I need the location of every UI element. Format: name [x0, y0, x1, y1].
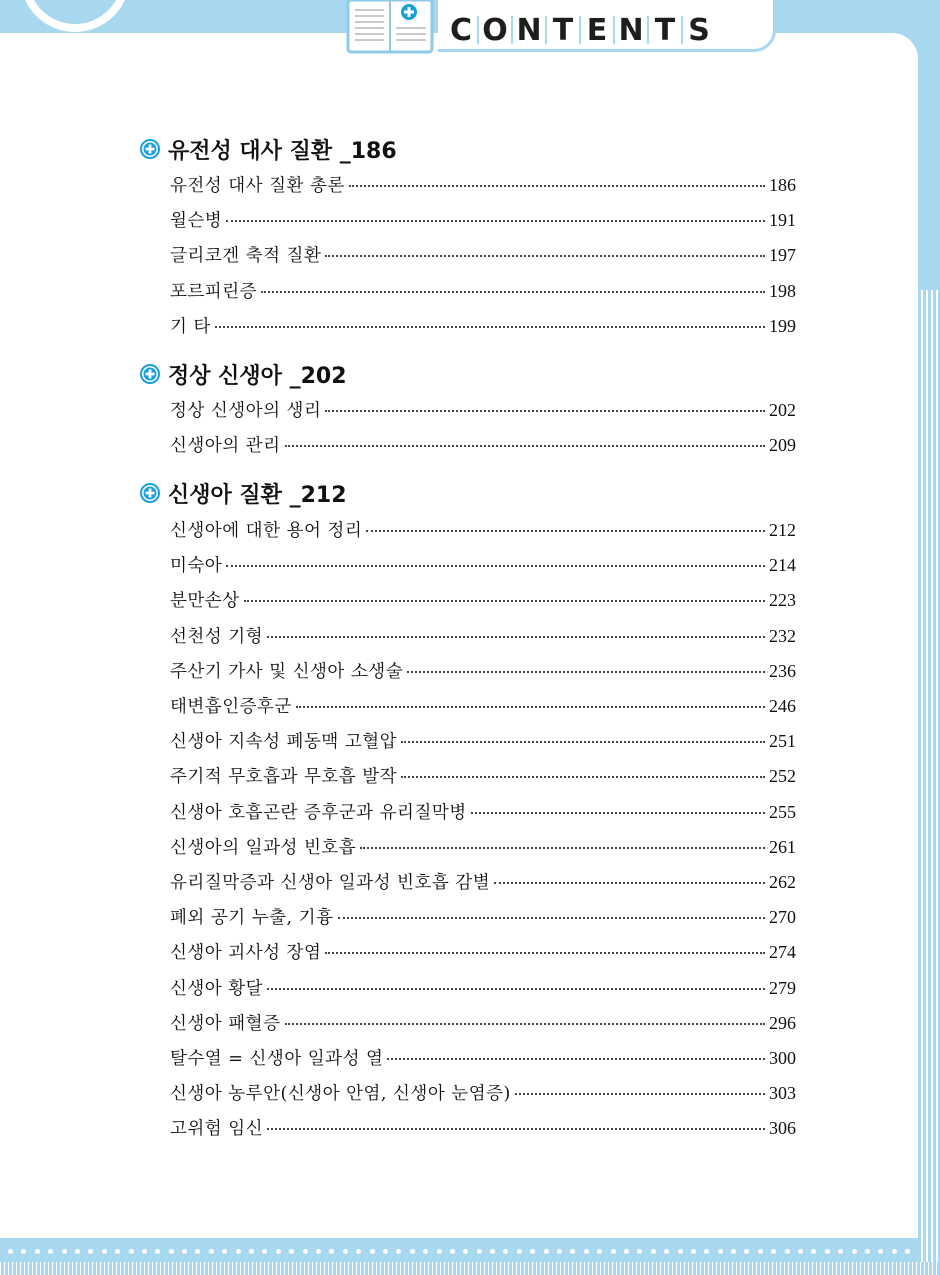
toc-entry-page: 261 — [769, 836, 796, 857]
footer-dot — [771, 1249, 776, 1254]
section-title-label: 신생아 질환 _212 — [168, 482, 347, 508]
footer-dot — [437, 1249, 442, 1254]
footer-dot — [544, 1249, 549, 1254]
footer-dot — [570, 1249, 575, 1254]
dot-leader — [407, 670, 765, 673]
footer-dot — [611, 1249, 616, 1254]
footer-dot — [651, 1249, 656, 1254]
toc-entry-page: 251 — [769, 731, 796, 752]
toc-entry-label: 태변흡인증후군 — [170, 697, 292, 717]
footer-dot — [142, 1249, 147, 1254]
footer-dot — [35, 1249, 40, 1254]
title-separator — [579, 16, 581, 44]
footer-dot — [718, 1249, 723, 1254]
title-separator — [477, 16, 479, 44]
toc-entry-page: 246 — [769, 696, 796, 716]
toc-entry-label: 선천성 기형 — [170, 626, 264, 647]
toc-entry-page: 186 — [769, 175, 796, 195]
toc-entry-label: 고위험 임신 — [170, 1119, 264, 1140]
dot-leader — [401, 775, 765, 778]
dot-leader — [325, 254, 765, 257]
toc-entry[interactable] — [170, 517, 796, 543]
footer-dot — [410, 1249, 415, 1254]
toc-entry-label: 신생아 지속성 폐동맥 고혈압 — [170, 732, 398, 753]
footer-dot — [584, 1249, 589, 1254]
dot-leader — [325, 951, 765, 954]
toc-entry-page: 214 — [769, 555, 796, 576]
footer-dot — [865, 1249, 870, 1254]
toc-entry[interactable] — [170, 869, 796, 895]
footer-dot — [852, 1249, 857, 1254]
toc-entry-label: 미숙아 — [170, 556, 223, 577]
toc-entry-page: 202 — [769, 400, 796, 420]
footer-dot — [811, 1249, 816, 1254]
toc-entry-label: 신생아 괴사성 장염 — [170, 943, 322, 964]
toc-entry-page: 270 — [769, 907, 796, 928]
title-letter: S — [688, 12, 710, 48]
toc-entry[interactable] — [170, 242, 796, 268]
footer-dot — [530, 1249, 535, 1254]
footer-dot — [316, 1249, 321, 1254]
footer-dot — [75, 1249, 80, 1254]
toc-entry[interactable] — [170, 939, 796, 965]
toc-entry-page: 212 — [769, 520, 796, 540]
footer-dot — [62, 1249, 67, 1254]
footer-dot — [88, 1249, 93, 1254]
toc-entry[interactable] — [170, 728, 796, 754]
toc-entry-page: 198 — [769, 280, 796, 301]
toc-entry-label: 신생아 패혈증 — [170, 1013, 281, 1034]
title-separator — [681, 16, 683, 44]
toc-entry-label: 신생아의 일과성 빈호흡 — [170, 837, 357, 858]
toc-entry-label: 신생아 황달 — [170, 978, 264, 999]
toc-entry[interactable] — [170, 658, 796, 684]
toc-entry-label: 포르피린증 — [170, 281, 258, 302]
footer-dot — [48, 1249, 53, 1254]
footer-dot — [370, 1249, 375, 1254]
title-letter: N — [618, 12, 644, 48]
footer-dot — [731, 1249, 736, 1254]
toc-entry-page: 199 — [769, 315, 796, 336]
footer-dot — [691, 1249, 696, 1254]
footer-dot — [597, 1249, 602, 1254]
toc-entry[interactable] — [170, 1115, 796, 1141]
toc-entry-label: 분만손상 — [170, 591, 240, 612]
footer-dot — [785, 1249, 790, 1254]
toc-entry[interactable] — [170, 397, 796, 423]
toc-entry-label: 신생아에 대한 용어 정리 — [170, 521, 363, 541]
toc-entry[interactable] — [170, 623, 796, 649]
dot-leader — [401, 740, 765, 743]
toc-entry[interactable] — [170, 207, 796, 233]
toc-entry-page: 236 — [769, 660, 796, 681]
toc-entry-page: 209 — [769, 435, 796, 456]
title-letter: E — [586, 12, 608, 48]
toc-entry-label: 신생아 농루안(신생아 안염, 신생아 눈염증) — [170, 1084, 511, 1105]
footer-dot — [115, 1249, 120, 1254]
plus-circle-icon — [140, 139, 160, 159]
footer-dot — [383, 1249, 388, 1254]
dot-leader — [226, 564, 765, 567]
toc-entry[interactable] — [170, 172, 796, 198]
dot-leader — [387, 1057, 765, 1060]
dot-leader — [360, 846, 765, 849]
title-letter: O — [482, 12, 508, 48]
footer-dot — [450, 1249, 455, 1254]
title-letter: T — [654, 12, 676, 48]
dot-leader — [285, 1022, 766, 1025]
toc-entry[interactable] — [170, 587, 796, 613]
dot-leader — [267, 635, 765, 638]
toc-entry-label: 정상 신생아의 생리 — [170, 401, 322, 421]
toc-entry-page: 197 — [769, 245, 796, 266]
footer-dot — [343, 1249, 348, 1254]
footer-dot — [905, 1249, 910, 1254]
section-title[interactable] — [140, 134, 397, 164]
footer-dot — [182, 1249, 187, 1254]
dot-leader — [285, 444, 766, 447]
toc-entry-label: 신생아 호흡곤란 증후군과 유리질막병 — [170, 802, 467, 823]
footer-dot — [303, 1249, 308, 1254]
dot-leader — [244, 599, 765, 602]
toc-entry-label: 유리질막증과 신생아 일과성 빈호흡 감별 — [170, 873, 491, 893]
footer-dot — [838, 1249, 843, 1254]
footer-dot — [477, 1249, 482, 1254]
title-separator — [613, 16, 615, 44]
footer-dot — [169, 1249, 174, 1254]
toc-entry-label: 신생아의 관리 — [170, 436, 281, 457]
toc-entry-label: 폐외 공기 누출, 기흉 — [170, 908, 334, 929]
dot-leader — [267, 1127, 765, 1130]
toc-entry-page: 274 — [769, 942, 796, 963]
dot-leader — [366, 529, 765, 532]
toc-entry-label: 기 타 — [170, 316, 211, 337]
toc-entry-page: 262 — [769, 872, 796, 892]
plus-circle-icon — [140, 483, 160, 503]
footer-dot — [758, 1249, 763, 1254]
dot-leader — [515, 1092, 765, 1095]
toc-entry[interactable] — [170, 693, 796, 719]
footer-dot — [664, 1249, 669, 1254]
footer-dot — [262, 1249, 267, 1254]
footer-dot — [557, 1249, 562, 1254]
contents-title — [448, 10, 712, 50]
toc-entry[interactable] — [170, 1010, 796, 1036]
toc-entry-page: 232 — [769, 625, 796, 646]
toc-entry-page: 296 — [769, 1012, 796, 1033]
dot-leader — [296, 705, 765, 708]
footer-dot — [825, 1249, 830, 1254]
toc-entry[interactable] — [170, 799, 796, 825]
dot-leader — [226, 219, 765, 222]
title-separator — [545, 16, 547, 44]
footer-dot-row — [0, 1241, 918, 1261]
footer-dot — [289, 1249, 294, 1254]
footer-dot — [209, 1249, 214, 1254]
footer-dot — [517, 1249, 522, 1254]
toc-entry[interactable] — [170, 313, 796, 339]
footer-dot — [704, 1249, 709, 1254]
toc-entry-label: 윌슨병 — [170, 211, 223, 232]
footer-dot — [129, 1249, 134, 1254]
footer-dot — [490, 1249, 495, 1254]
section-title-label: 정상 신생아 _202 — [168, 363, 347, 389]
footer-dot — [878, 1249, 883, 1254]
decorative-right-strip — [918, 290, 940, 1275]
footer-dot — [329, 1249, 334, 1254]
toc-entry[interactable] — [170, 1045, 796, 1071]
title-separator — [647, 16, 649, 44]
toc-entry[interactable] — [170, 904, 796, 930]
toc-entry-page: 300 — [769, 1048, 796, 1068]
toc-entry-label: 유전성 대사 질환 총론 — [170, 176, 345, 196]
footer-dot — [798, 1249, 803, 1254]
toc-entry-page: 191 — [769, 210, 796, 231]
book-with-plus-icon — [346, 0, 434, 54]
toc-entry[interactable] — [170, 834, 796, 860]
footer-dot — [503, 1249, 508, 1254]
title-letter: N — [516, 12, 542, 48]
footer-dot — [249, 1249, 254, 1254]
toc-entry[interactable] — [170, 763, 796, 789]
toc-entry-label: 탈수열 = 신생아 일과성 열 — [170, 1049, 384, 1069]
toc-entry-page: 279 — [769, 977, 796, 998]
dot-leader — [261, 290, 765, 293]
footer-dot — [21, 1249, 26, 1254]
footer-dot — [463, 1249, 468, 1254]
section-title[interactable] — [140, 478, 347, 508]
toc-entry-page: 252 — [769, 766, 796, 787]
toc-entry[interactable] — [170, 975, 796, 1001]
toc-entry-label: 주산기 가사 및 신생아 소생술 — [170, 661, 404, 682]
footer-dot — [637, 1249, 642, 1254]
footer-dot — [236, 1249, 241, 1254]
dot-leader — [349, 184, 765, 187]
footer-dot — [744, 1249, 749, 1254]
footer-dot — [195, 1249, 200, 1254]
toc-entry-page: 306 — [769, 1118, 796, 1139]
footer-dot — [222, 1249, 227, 1254]
footer-dot — [396, 1249, 401, 1254]
dot-leader — [215, 325, 765, 328]
footer-dot — [155, 1249, 160, 1254]
title-letter: T — [552, 12, 574, 48]
title-separator — [511, 16, 513, 44]
dot-leader — [471, 811, 765, 814]
dot-leader — [338, 916, 766, 919]
footer-dot — [102, 1249, 107, 1254]
toc-entry-page: 223 — [769, 590, 796, 611]
toc-entry[interactable] — [170, 1080, 796, 1106]
dot-leader — [494, 881, 765, 884]
footer-dot — [678, 1249, 683, 1254]
dot-leader — [267, 987, 765, 990]
toc-entry[interactable] — [170, 552, 796, 578]
title-letter: C — [449, 12, 473, 48]
section-title-label: 유전성 대사 질환 _186 — [168, 138, 397, 164]
footer-dot — [892, 1249, 897, 1254]
footer-dot — [423, 1249, 428, 1254]
footer-dot — [8, 1249, 13, 1254]
plus-circle-icon — [140, 364, 160, 384]
section-title[interactable] — [140, 359, 347, 389]
toc-entry-label: 주기적 무호흡과 무호흡 발작 — [170, 767, 398, 788]
toc-entry-page: 255 — [769, 801, 796, 822]
toc-entry-page: 303 — [769, 1083, 796, 1104]
footer-dot — [624, 1249, 629, 1254]
toc-entry[interactable] — [170, 432, 796, 458]
footer-dot — [356, 1249, 361, 1254]
toc-entry[interactable] — [170, 278, 796, 304]
footer-stripe — [0, 1262, 940, 1275]
dot-leader — [325, 409, 765, 412]
toc-entry-label: 글리코겐 축적 질환 — [170, 246, 322, 267]
footer-dot — [276, 1249, 281, 1254]
